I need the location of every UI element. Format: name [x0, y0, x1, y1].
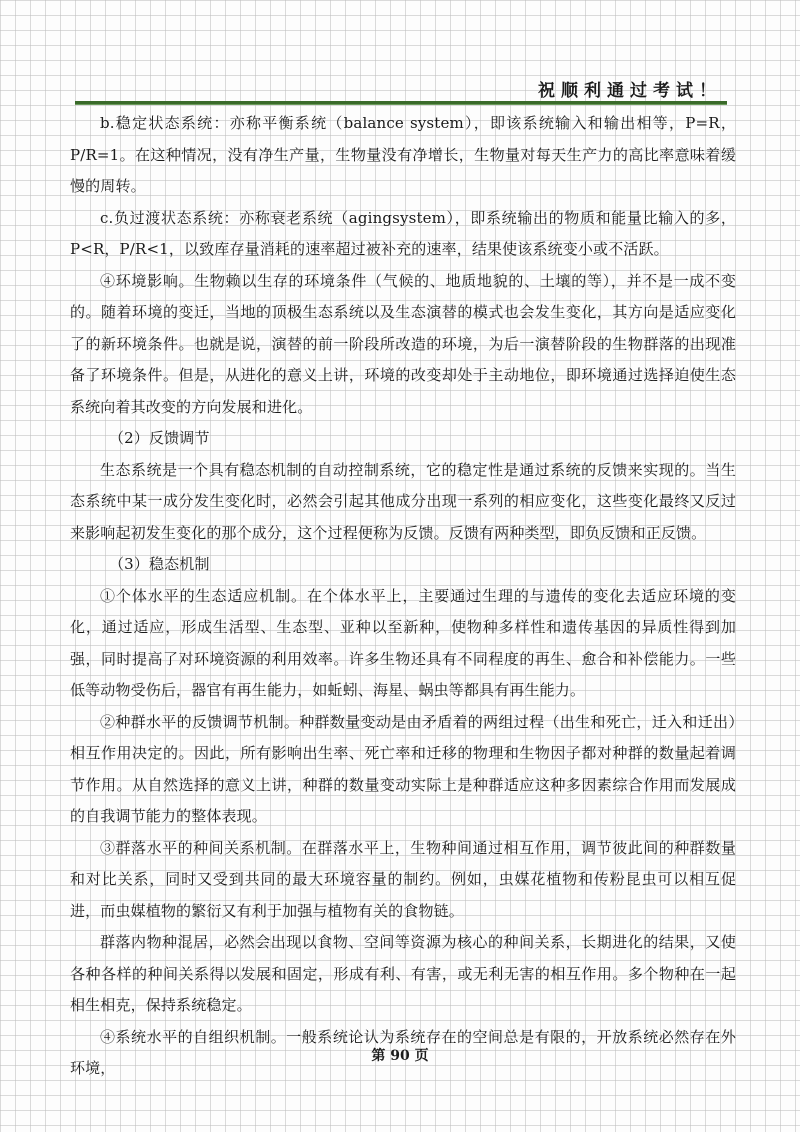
- paragraph-individual-level: ①个体水平的生态适应机制。在个体水平上，主要通过生理的与遗传的变化去适应环境的变化，通过适应，形成生活型、生态型、亚种以至新种，使物种多样性和遗传基因的异质性得到加强，同时提高了对环境资源的利用效率。许多生物还具有不同程度的再生、愈合和补偿能力。一些低等动物受伤后，器官有再生能力，如蚯蚓、海星、蜗虫等都具有再生能力。: [70, 586, 736, 699]
- paragraph-population-level: ②种群水平的反馈调节机制。种群数量变动是由矛盾着的两组过程（出生和死亡，迁入和迁出）相互作用决定的。因此，所有影响出生率、死亡率和迁移的物理和生物因子都对种群的数量起着调节作用。从自然选择的意义上讲，种群的数量变动实际上是种群适应这种多因素综合作用而发展成的自我调节能力的整体表现。: [70, 712, 736, 825]
- paragraph-environment-influence: ④环境影响。生物赖以生存的环境条件（气候的、地质地貌的、土壤的等），并不是一成不变的。随着环境的变迁，当地的顶极生态系统以及生态演替的模式也会发生变化，其方向是适应变化了的新环境条件。也就是说，演替的前一阶段所改造的环境，为后一演替阶段的生物群落的出现准备了环境条件。但是，从进化的意义上讲，环境的改变却处于主动地位，即环境通过选择迫使生态系统向着其改变的方向发展和进化。: [70, 271, 736, 416]
- section-heading-feedback: （2）反馈调节: [109, 429, 210, 447]
- section-heading-homeostasis: （3）稳态机制: [109, 555, 210, 573]
- paragraph-community-level: ③群落水平的种间关系机制。在群落水平上，生物种间通过相互作用，调节彼此间的种群数量和对比关系，同时又受到共同的最大环境容量的制约。例如，虫媒花植物和传粉昆虫可以相互促进，而虫媒植物的繁衍又有利于加强与植物有关的食物链。: [70, 838, 736, 920]
- paragraph-negative-transition: c.负过渡状态系统：亦称衰老系统（agingsystem），即系统输出的物质和能量比输入的多，P<R，P/R<1，以致库存量消耗的速率超过被补充的速率，结果使该系统变小或不活跃。: [70, 208, 736, 258]
- page-body: [70, 108, 736, 1085]
- page-number: 第 90 页: [371, 1048, 429, 1064]
- paragraph-system-level: ④系统水平的自组织机制。一般系统论认为系统存在的空间总是有限的，开放系统必然存在外环境，: [70, 1027, 736, 1077]
- paragraph-feedback: 生态系统是一个具有稳态机制的自动控制系统，它的稳定性是通过系统的反馈来实现的。当生态系统中某一成分发生变化时，必然会引起其他成分出现一系列的相应变化，这些变化最终又反过来影响起初发生变化的那个成分，这个过程便称为反馈。反馈有两种类型，即负反馈和正反馈。: [70, 460, 736, 542]
- paragraph-species-coexistence: 群落内物种混居，必然会出现以食物、空间等资源为核心的种间关系，长期进化的结果，又使各种各样的种间关系得以发展和固定，形成有利、有害，或无利无害的相互作用。多个物种在一起相生相克，保持系统稳定。: [70, 933, 736, 1014]
- header-rule: [75, 101, 727, 105]
- header-title: 祝顺利通过考试！: [538, 81, 722, 101]
- paragraph-stable-system: b.稳定状态系统：亦称平衡系统（balance system），即该系统输入和输出相等，P=R，P/R=1。在这种情况，没有净生产量，生物量没有净增长，生物量对每天生产力的高比率意味着缓慢的周转。: [70, 114, 736, 195]
